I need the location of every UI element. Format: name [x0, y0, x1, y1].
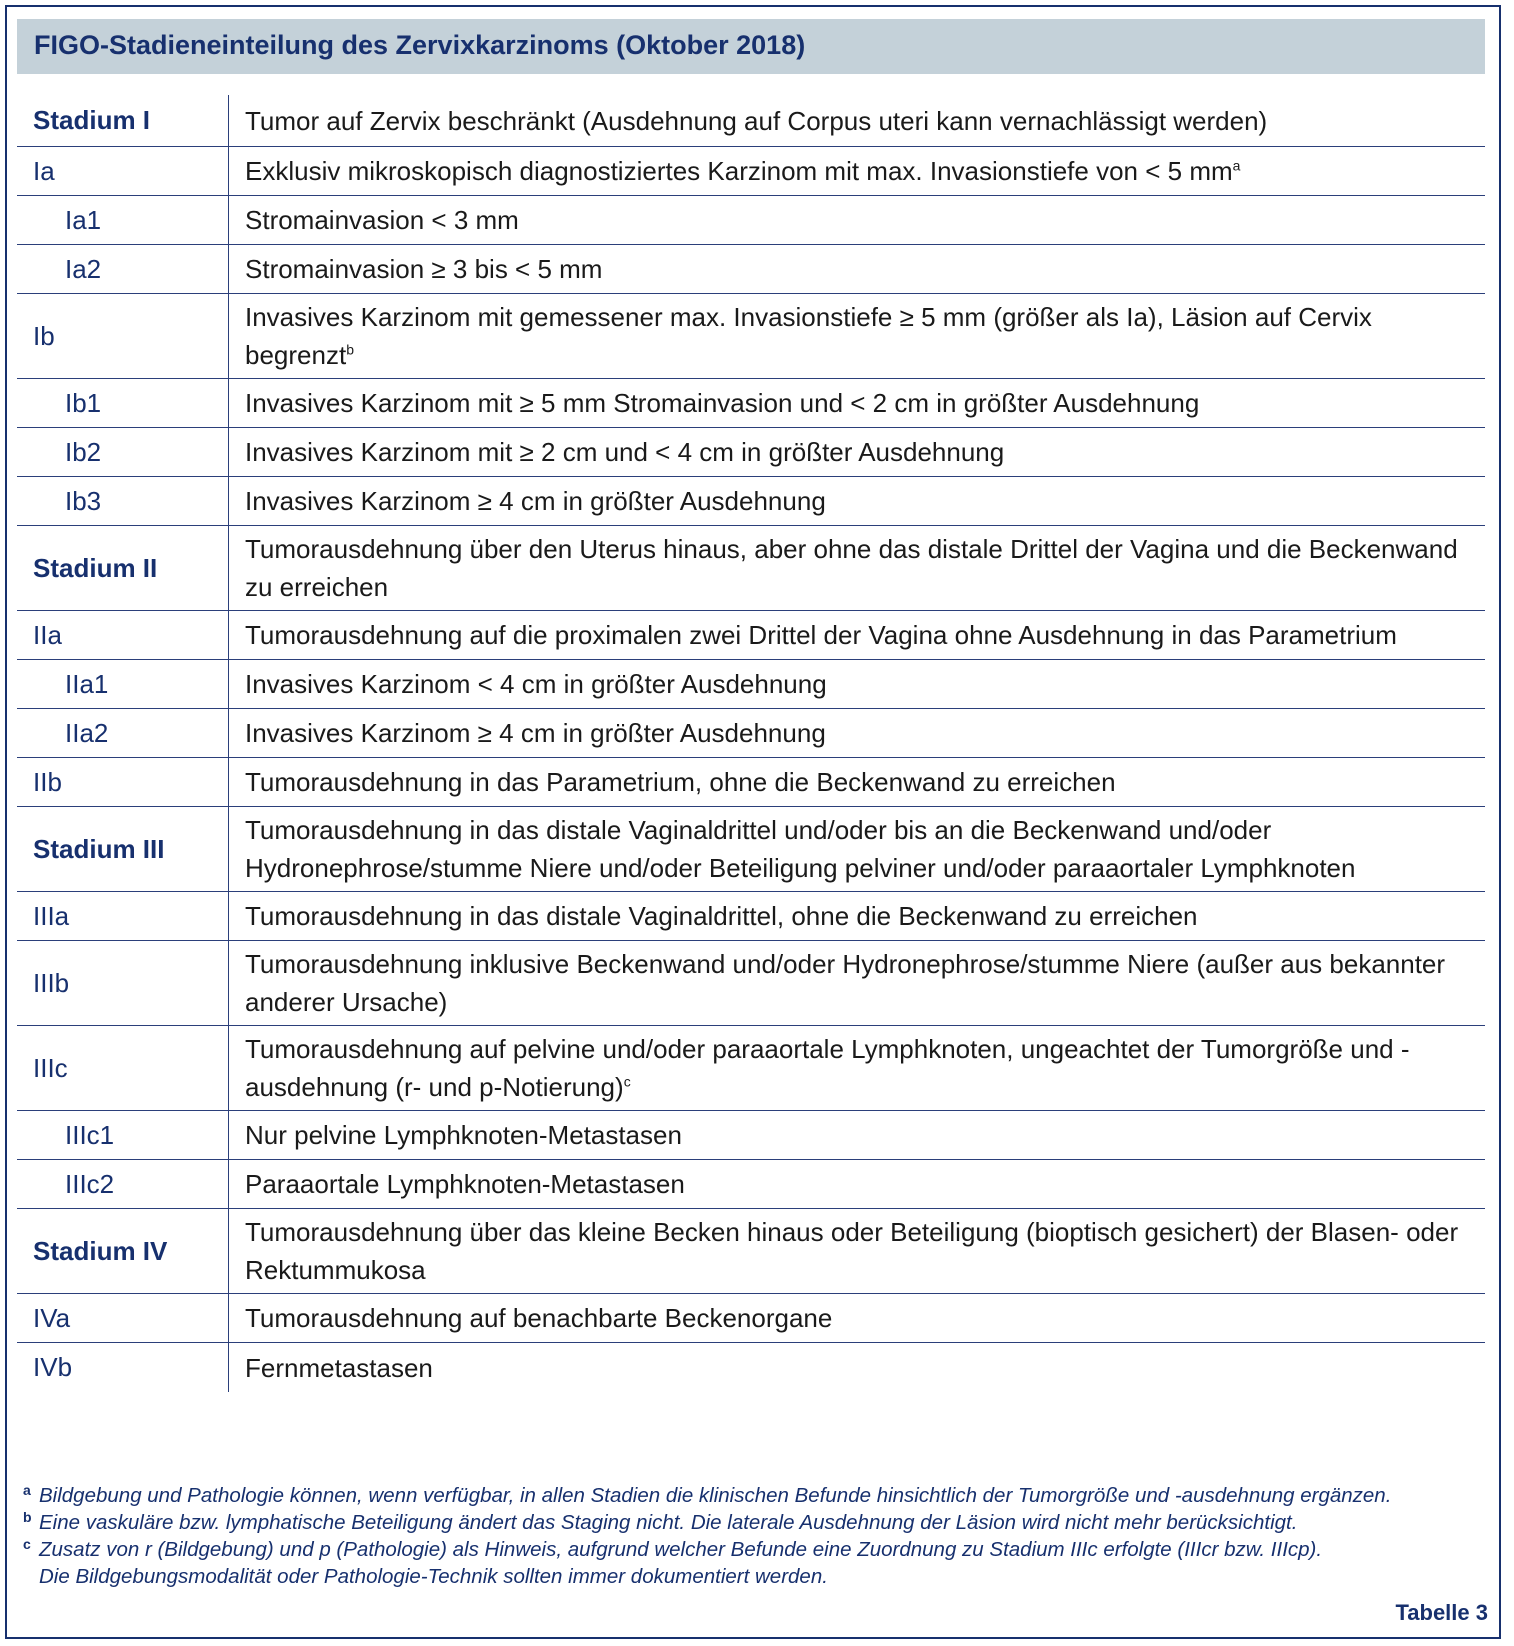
table-row [17, 807, 1485, 892]
description-text: Paraaortale Lymphknoten-Metastasen [245, 1169, 685, 1199]
stage-cell [17, 1209, 229, 1293]
description-text: Exklusiv mikroskopisch diagnostiziertes Karzinom mit max. Invasionstiefe von < 5 mm [245, 156, 1233, 186]
footnote-mark: c [23, 1536, 31, 1552]
stage-label: IIa [33, 619, 62, 650]
footnote-line [23, 1509, 1483, 1536]
staging-table [17, 95, 1485, 1392]
stage-label: Ib2 [65, 436, 102, 467]
description-text: Tumorausdehnung in das Parametrium, ohne die Beckenwand zu erreichen [245, 767, 1116, 797]
table-row [17, 428, 1485, 477]
footnote-text: Eine vaskuläre bzw. lymphatische Beteiligung ändert das Staging nicht. Die laterale Ausdehnung der Läsion wird nicht mehr berücksichtigt. [39, 1511, 1298, 1534]
title-bar [17, 19, 1485, 74]
table-row [17, 1294, 1485, 1343]
stage-cell [17, 1111, 229, 1159]
stage-cell [17, 428, 229, 476]
description-text: Invasives Karzinom mit gemessener max. Invasionstiefe ≥ 5 mm (größer als Ia), Läsion auf Cervix begrenzt [245, 302, 1372, 370]
footnote-text: Zusatz von r (Bildgebung) und p (Pathologie) als Hinweis, aufgrund welcher Befunde eine Zuordnung zu Stadium IIIc erfolgte (IIIcr bzw. IIIcp). [39, 1538, 1323, 1561]
table-row [17, 1209, 1485, 1294]
description-cell [229, 152, 1485, 190]
footnote-line [23, 1482, 1483, 1509]
stage-cell [17, 1160, 229, 1208]
footnote-line [23, 1536, 1483, 1563]
description-cell [229, 665, 1485, 703]
stage-label: IIIb [33, 967, 70, 998]
description-text: Tumorausdehnung in das distale Vaginaldrittel und/oder bis an die Beckenwand und/oder Hydronephrose/stumme Niere und/oder Beteiligung pelviner und/oder paraaortaler Lymphknoten [245, 815, 1356, 883]
description-text: Invasives Karzinom < 4 cm in größter Ausdehnung [245, 669, 827, 699]
footnote-mark: b [23, 1509, 32, 1525]
stage-cell [17, 1343, 229, 1392]
stage-label: IIb [33, 766, 62, 797]
description-text: Tumorausdehnung auf die proximalen zwei Drittel der Vagina ohne Ausdehnung in das Parametrium [245, 620, 1397, 650]
table-row [17, 147, 1485, 196]
stage-cell [17, 526, 229, 610]
description-text: Invasives Karzinom mit ≥ 5 mm Stromainvasion und < 2 cm in größter Ausdehnung [245, 388, 1200, 418]
stage-label: Ia1 [65, 204, 102, 235]
table-title: FIGO-Stadieneinteilung des Zervixkarzinoms (Oktober 2018) [34, 30, 806, 60]
stage-label: Stadium I [33, 105, 151, 135]
stage-cell [17, 147, 229, 195]
stage-cell [17, 379, 229, 427]
table-row [17, 758, 1485, 807]
stage-cell [17, 1026, 229, 1110]
stage-label: IIIc1 [65, 1119, 115, 1150]
stage-cell [17, 196, 229, 244]
stage-cell [17, 807, 229, 891]
description-cell [229, 482, 1485, 520]
footnote-mark: a [23, 1482, 31, 1498]
table-row [17, 294, 1485, 379]
stage-label: IVb [33, 1352, 73, 1382]
description-cell [229, 298, 1485, 374]
stage-label: Stadium IV [33, 1235, 168, 1266]
description-cell [229, 250, 1485, 288]
stage-cell [17, 660, 229, 708]
footnotes [23, 1482, 1483, 1590]
description-cell [229, 1213, 1485, 1289]
stage-cell [17, 294, 229, 378]
description-text: Tumorausdehnung in das distale Vaginaldrittel, ohne die Beckenwand zu erreichen [245, 901, 1198, 931]
stage-label: Ib1 [65, 387, 102, 418]
table-row [17, 1343, 1485, 1392]
stage-label: Stadium II [33, 552, 158, 583]
stage-cell [17, 1294, 229, 1342]
stage-label: IIIa [33, 900, 70, 931]
description-text: Invasives Karzinom ≥ 4 cm in größter Ausdehnung [245, 486, 826, 516]
stage-cell [17, 758, 229, 806]
table-row [17, 1026, 1485, 1111]
stage-label: IVa [33, 1302, 71, 1333]
footnote-text: Bildgebung und Pathologie können, wenn verfügbar, in allen Stadien die klinischen Befunde hinsichtlich der Tumorgröße und -ausdehnung ergänzen. [39, 1484, 1392, 1507]
description-cell [229, 763, 1485, 801]
description-text: Stromainvasion ≥ 3 bis < 5 mm [245, 254, 603, 284]
description-text: Invasives Karzinom ≥ 4 cm in größter Ausdehnung [245, 718, 826, 748]
footnote-line [23, 1563, 1483, 1590]
footnote-text: Die Bildgebungsmodalität oder Pathologie-Technik sollten immer dokumentiert werden. [39, 1565, 828, 1588]
description-cell [229, 945, 1485, 1021]
stage-cell [17, 245, 229, 293]
footnote-marker: a [1232, 157, 1241, 174]
description-text: Fernmetastasen [245, 1352, 433, 1383]
stage-label: Ib [33, 320, 55, 351]
description-cell [229, 1349, 1485, 1387]
table-row [17, 709, 1485, 758]
description-cell [229, 1165, 1485, 1203]
description-text: Tumorausdehnung auf benachbarte Beckenorgane [245, 1303, 833, 1333]
description-cell [229, 201, 1485, 239]
description-text: Tumorausdehnung inklusive Beckenwand und/oder Hydronephrose/stumme Niere (außer aus bekannter anderer Ursache) [245, 949, 1446, 1017]
description-cell [229, 1299, 1485, 1337]
description-cell [229, 102, 1485, 140]
description-text: Tumorausdehnung auf pelvine und/oder paraaortale Lymphknoten, ungeachtet der Tumorgröße und -ausdehnung (r- und p-Notierung) [245, 1034, 1410, 1102]
stage-label: IIIc2 [65, 1168, 115, 1199]
description-cell [229, 714, 1485, 752]
description-text: Invasives Karzinom mit ≥ 2 cm und < 4 cm in größter Ausdehnung [245, 437, 1005, 467]
table-row [17, 526, 1485, 611]
table-row [17, 477, 1485, 526]
footnote-marker: c [623, 1073, 631, 1090]
description-text: Tumorausdehnung über das kleine Becken hinaus oder Beteiligung (bioptisch gesichert) der Blasen- oder Rektummukosa [245, 1217, 1459, 1285]
stage-cell [17, 477, 229, 525]
table-row [17, 379, 1485, 428]
stage-label: Ib3 [65, 485, 102, 516]
description-cell [229, 530, 1485, 606]
table-row [17, 892, 1485, 941]
table-label: Tabelle 3 [1395, 1600, 1488, 1625]
stage-label: Ia2 [65, 253, 102, 284]
table-row [17, 611, 1485, 660]
description-cell [229, 433, 1485, 471]
stage-label: IIa1 [65, 668, 109, 699]
description-cell [229, 1116, 1485, 1154]
stage-label: IIIc [33, 1052, 68, 1083]
table-row [17, 95, 1485, 147]
stage-cell [17, 95, 229, 146]
table-row [17, 1160, 1485, 1209]
stage-cell [17, 892, 229, 940]
stage-label: Stadium III [33, 833, 165, 864]
stage-label: IIa2 [65, 717, 109, 748]
table-row [17, 245, 1485, 294]
stage-cell [17, 709, 229, 757]
table-row [17, 1111, 1485, 1160]
table-row [17, 660, 1485, 709]
stage-cell [17, 611, 229, 659]
description-cell [229, 384, 1485, 422]
footnote-marker: b [346, 341, 354, 358]
description-text: Stromainvasion < 3 mm [245, 205, 519, 235]
description-cell [229, 616, 1485, 654]
description-text: Tumor auf Zervix beschränkt (Ausdehnung auf Corpus uteri kann vernachlässigt werden) [245, 105, 1268, 136]
stage-label: Ia [33, 155, 55, 186]
description-text: Tumorausdehnung über den Uterus hinaus, aber ohne das distale Drittel der Vagina und die Beckenwand zu erreichen [245, 534, 1458, 602]
stage-cell [17, 941, 229, 1025]
description-cell [229, 897, 1485, 935]
description-text: Nur pelvine Lymphknoten-Metastasen [245, 1120, 682, 1150]
description-cell [229, 811, 1485, 887]
description-cell [229, 1030, 1485, 1106]
table-row [17, 941, 1485, 1026]
table-row [17, 196, 1485, 245]
